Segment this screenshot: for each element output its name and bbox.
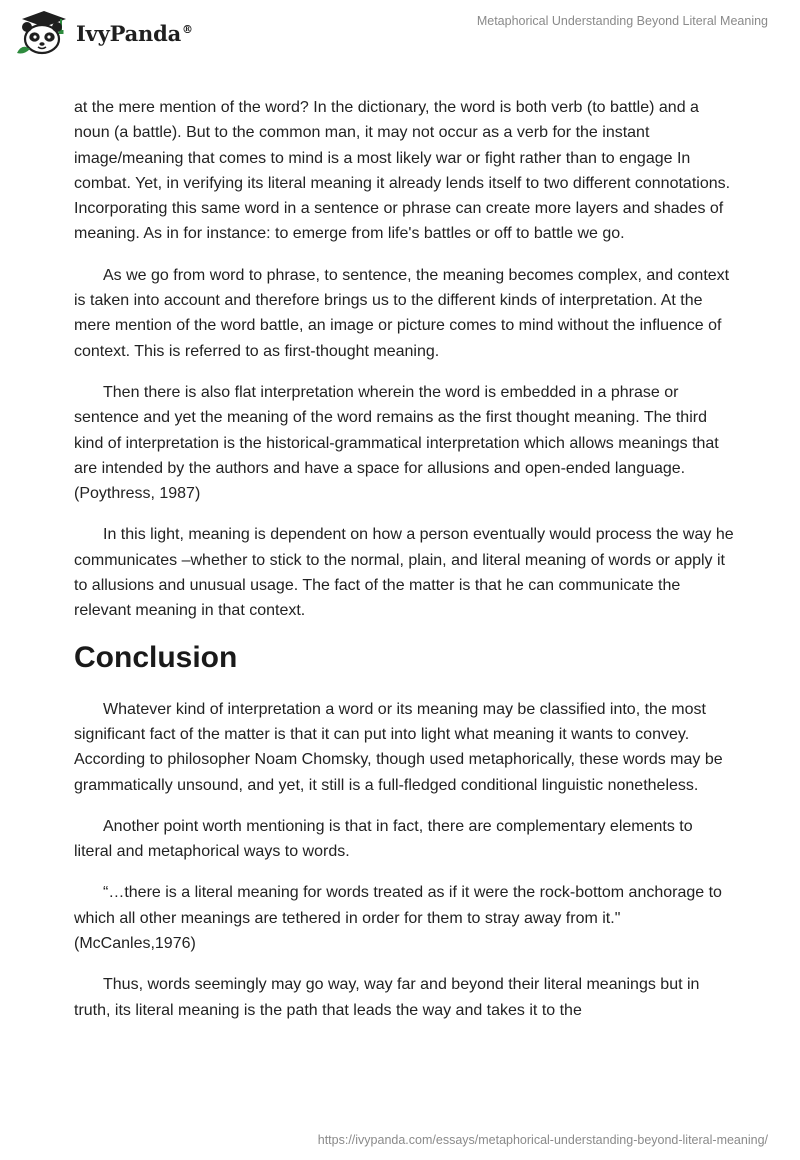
paragraph-3: Then there is also flat interpretation wherein the word is embedded in a phrase or sentence and yet the meaning of the word remains as the first thought meaning. The third kind of interpretation is the historical-grammatical interpretation which allows meanings that are intended by the authors and have a space for allusions and open-ended language. (Poythress, 1987) — [74, 383, 719, 503]
logo-text: IvyPanda — [76, 20, 182, 46]
paragraph-8: Thus, words seemingly may go way, way far and beyond their literal meanings but in truth, its literal meaning is the path that leads the way and takes it to the — [74, 976, 700, 1019]
section-heading-conclusion: Conclusion — [74, 640, 238, 674]
paragraph-2: As we go from word to phrase, to sentence, the meaning becomes complex, and context is taken into account and therefore brings us to the different kinds of interpretation. At the mere mention of the word battle, an image or picture comes to mind without the influence of context. This is referred to as first-thought meaning. — [74, 266, 730, 360]
essay-body — [74, 95, 734, 1039]
panda-graduate-icon — [14, 9, 70, 57]
paragraph-6: Another point worth mentioning is that in fact, there are complementary elements to literal and metaphorical ways to words. — [74, 817, 693, 861]
source-url[interactable]: https://ivypanda.com/essays/metaphorical-understanding-beyond-literal-meaning/ — [317, 1133, 768, 1147]
paragraph-5: Whatever kind of interpretation a word or its meaning may be classified into, the most significant fact of the matter is that it can put into light what meaning it wants to convey. According to philosopher Noam Chomsky, though used metaphorically, these words may be grammatically unsound, and yet, it still is a full-fledged conditional linguistic nonetheless. — [74, 700, 723, 794]
paragraph-1: at the mere mention of the word? In the dictionary, the word is both verb (to battle) and a noun (a battle). But to the common man, it may not occur as a verb for the instant image/meaning that comes to mind is a most likely war or fight rather than to engage In combat. Yet, in verifying its literal meaning it already lends itself to two different connotations. Incorporating this same word in a sentence or phrase can create more layers and shades of meaning. As in for instance: to emerge from life's battles or off to battle we go. — [74, 99, 731, 243]
document-title: Metaphorical Understanding Beyond Literal Meaning — [476, 14, 768, 28]
quote-paragraph: “…there is a literal meaning for words treated as if it were the rock-bottom anchorage to which all other meanings are tethered in order for them to stray away from it." (McCanles,1976) — [74, 884, 722, 953]
paragraph-4: In this light, meaning is dependent on how a person eventually would process the way he communicates –whether to stick to the normal, plain, and literal meaning of words or apply it to allusions and unusual usage. The fact of the matter is that he can communicate the relevant meaning in that context. — [74, 526, 734, 620]
ivypanda-logo[interactable] — [14, 8, 204, 58]
logo-wordmark — [76, 21, 193, 46]
page-header — [0, 0, 800, 70]
registered-mark: ® — [182, 22, 193, 36]
